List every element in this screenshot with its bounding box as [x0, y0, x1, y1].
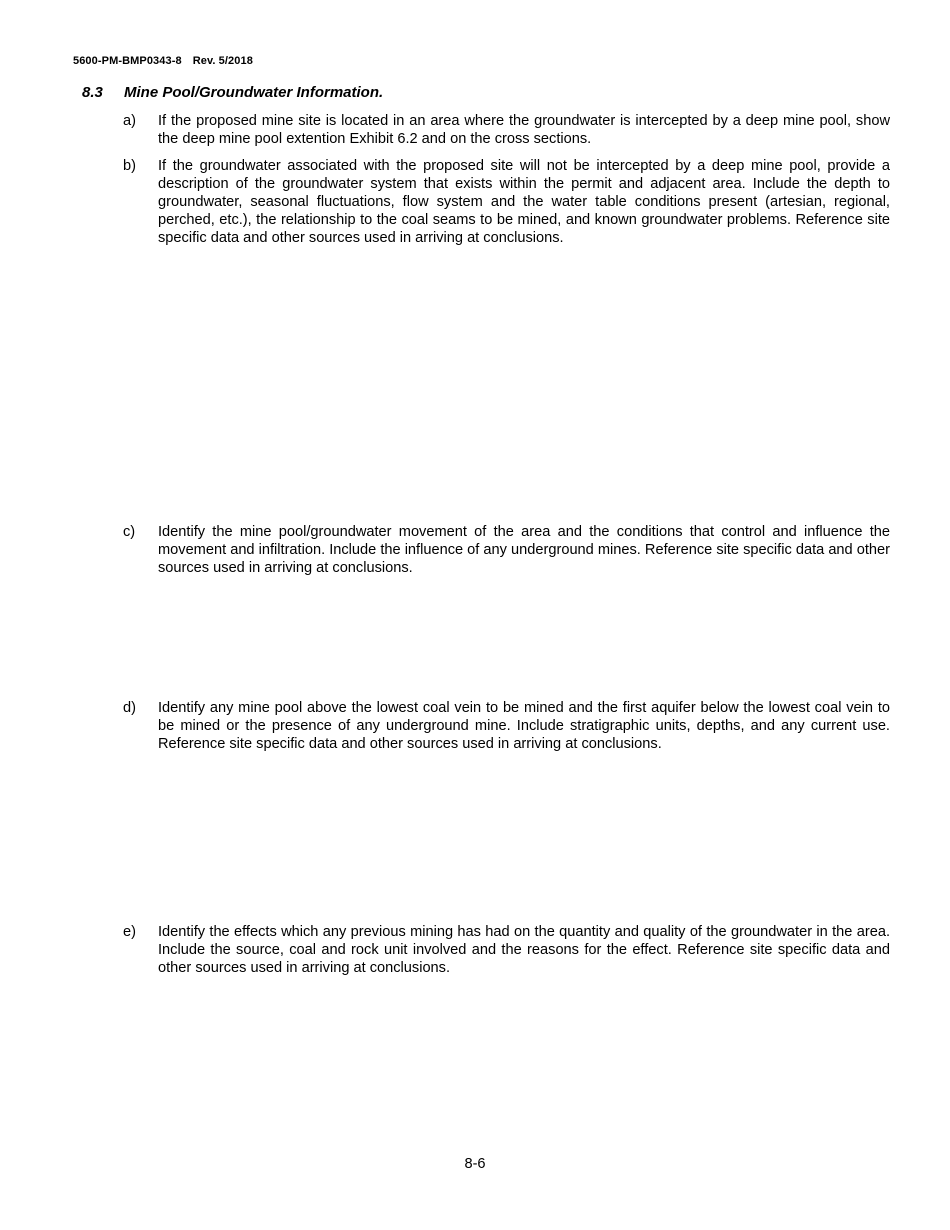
question-item-c — [123, 523, 890, 577]
item-letter: a) — [123, 113, 136, 129]
question-item-d — [123, 699, 890, 753]
section-number: 8.3 — [82, 84, 103, 101]
question-item-a — [123, 112, 890, 148]
item-letter: e) — [123, 924, 136, 940]
item-text: If the groundwater associated with the proposed site will not be intercepted by a deep mine pool, provide a description of the groundwater system that exists within the permit and adjacent area. Include the depth to groundwater, seasonal fluctuations, flow system and the water table conditions present (artesian, regional, perched, etc.), the relationship to the coal seams to be mined, and known groundwater problems. Reference site specific data and other sources used in arriving at conclusions. — [158, 158, 890, 246]
section-heading — [82, 84, 383, 101]
question-item-e — [123, 923, 890, 977]
item-letter: b) — [123, 158, 136, 174]
item-text: If the proposed mine site is located in an area where the groundwater is intercepted by a deep mine pool, show the deep mine pool extention Exhibit 6.2 and on the cross sections. — [158, 113, 890, 147]
item-letter: c) — [123, 524, 136, 540]
section-title: Mine Pool/Groundwater Information. — [124, 84, 384, 101]
item-text: Identify the effects which any previous mining has had on the quantity and quality of the groundwater in the area. Include the source, coal and rock unit involved and the reasons for the effect. Reference site specific data and other sources used in arriving at conclusions. — [158, 924, 890, 976]
revision-date: Rev. 5/2018 — [192, 55, 253, 67]
item-letter: d) — [123, 700, 136, 716]
form-number: 5600-PM-BMP0343-8 — [73, 55, 182, 67]
page-number: 8-6 — [464, 1156, 486, 1172]
question-item-b — [123, 157, 890, 247]
item-text: Identify the mine pool/groundwater movement of the area and the conditions that control and influence the movement and infiltration. Include the influence of any underground mines. Reference site specific data and other sources used in arriving at conclusions. — [158, 524, 890, 576]
item-text: Identify any mine pool above the lowest coal vein to be mined and the first aquifer below the lowest coal vein to be mined or the presence of any underground mine. Include stratigraphic units, depths, and any current use. Reference site specific data and other sources used in arriving at conclusions. — [158, 700, 890, 752]
form-identifier — [73, 55, 253, 67]
